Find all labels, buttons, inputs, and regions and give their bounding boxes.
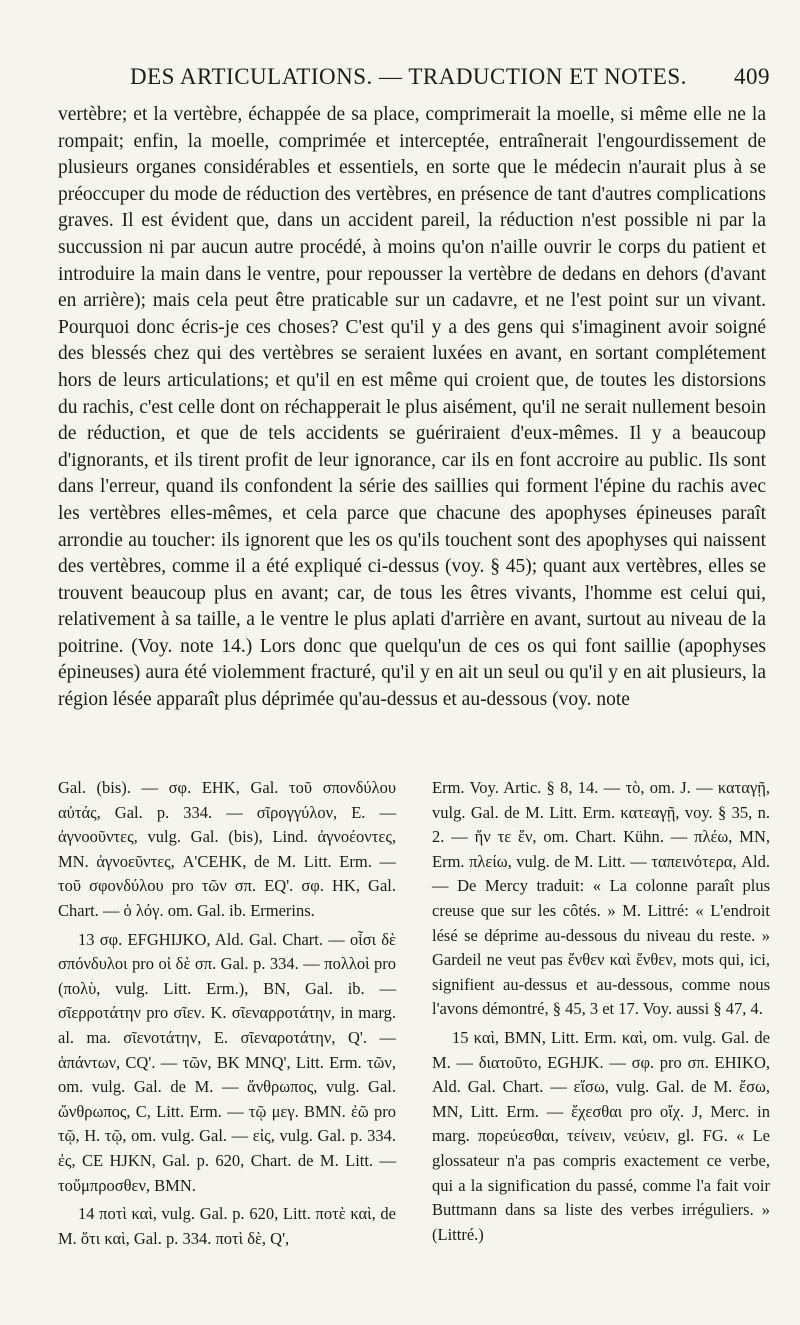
critical-apparatus [58, 776, 770, 1251]
note-continued: Gal. (bis). — σφ. EHK, Gal. τοῦ σπονδύλου αὐτάς, Gal. p. 334. — σῖρογγύλον, E. — ἀγνοοῦντες, vulg. Gal. (bis), Lind. ἀγνοέοντες, MN. ἀγνοεῦντες, A'CEHK, de M. Litt. Erm. — τοῦ σφονδύλου pro τῶν σπ. EQ'. σφ. HK, Gal. Chart. — ὁ λόγ. om. Gal. ib. Ermerins. [58, 778, 396, 920]
page-number: 409 [734, 64, 770, 89]
note-15: 15 καὶ, BMN, Litt. Erm. καὶ, om. vulg. Gal. de M. — διατοῦτο, EGHJK. — σφ. pro σπ. EHIKO, Ald. Gal. Chart. — εἴσω, vulg. Gal. de M. ἔσω, MN, Litt. Erm. — ἔχεσθαι pro οἴχ. J, Merc. in marg. πορεύεσθαι, τείνειν, νεύειν, gl. FG. « Le glossateur n'a pas compris exactement ce verbe, qui a la signification du passé, comme l'a fait voir Buttmann dans sa liste des verbes irréguliers. » (Littré.) [432, 1027, 770, 1244]
note-13: 13 σφ. EFGHIJKO, Ald. Gal. Chart. — οἷσι δὲ σπόνδυλοι pro οἱ δὲ σπ. Gal. p. 334. — πολλοὶ pro (πολὺ, vulg. Litt. Erm.), BN, Gal. ib. — σῖερροτάτην pro σῖεν. K. σῖεναρροτάτην, in marg. al. ma. σῖενοτάτην, E. σῖεναροτάτην, Q'. — ἁπάντων, CQ'. — τῶν, BK MNQ', Litt. Erm. τῶν, om. vulg. Gal. de M. — ἄνθρωπος, vulg. Gal. ὤνθρωπος, C, Litt. Erm. — τῷ μεγ. BMN. ἐῶ pro τῷ, H. τῷ, om. vulg. Gal. — εἰς, vulg. Gal. p. 334. ἐς, CE HJKN, Gal. p. 620, Chart. de M. Litt. — τοὔμπροσθεν, BMN. [58, 929, 396, 1195]
notes-left-column [58, 776, 396, 1251]
notes-right-column [432, 776, 770, 1251]
main-text [58, 102, 766, 714]
note-14-continued: Erm. Voy. Artic. § 8, 14. — τὸ, om. J. — καταγῇ, vulg. Gal. de M. Litt. Erm. κατεαγῇ, voy. § 35, n. 2. — ἤν τε ἕν, om. Chart. Kühn. — πλέω, MN, Erm. πλείω, vulg. de M. Litt. — ταπεινότερα, Ald. — De Mercy traduit: « La colonne paraît plus creuse que sur les côtés. » M. Littré: « L'endroit lésé se déprime au-dessous du niveau du reste. » Gardeil ne veut pas ἔνθεν καὶ ἔνθεν, mots qui, ici, signifient au-dessus et au-dessous, comme nous l'avons démontré, § 45, 3 et 17. Voy. aussi § 47, 4. [432, 778, 770, 1019]
note-14: 14 ποτὶ καὶ, vulg. Gal. p. 620, Litt. ποτὲ καὶ, de M. ὅτι καὶ, Gal. p. 334. ποτὶ δὲ, Q', [58, 1204, 396, 1248]
running-title: DES ARTICULATIONS. — TRADUCTION ET NOTES. [130, 64, 687, 89]
main-paragraph: vertèbre; et la vertèbre, échappée de sa place, comprimerait la moelle, si même elle ne la rompait; enfin, la moelle, comprimée et interceptée, entraînerait l'engourdissement de plusieurs organes considérables et essentiels, en sorte que le médecin n'aurait plus à se préoccuper du mode de réduction des vertèbres, en présence de tant d'autres complications graves. Il est évident que, dans un accident pareil, la réduction n'est possible ni par la succussion ni par aucun autre procédé, à moins qu'on n'aille ouvrir le corps du patient et introduire la main dans le ventre, pour repousser la vertèbre de dedans en dehors (d'avant en arrière); mais cela peut être praticable sur un cadavre, et ne l'est point sur un vivant. Pourquoi donc écris-je ces choses? C'est qu'il y a des gens qui s'imaginent avoir soigné des blessés chez qui des vertèbres se seraient luxées en avant, en sortant complétement hors de leurs articulations; et qu'il en est même qui croient que, de toutes les distorsions du rachis, c'est celle dont on réchapperait le plus aisément, qu'il ne serait nullement besoin de réduction, et que de tels accidents se guériraient d'eux-mêmes. Il y a beaucoup d'ignorants, et ils tirent profit de leur ignorance, car ils en font accroire au public. Ils sont dans l'erreur, quand ils confondent la série des saillies qui forment l'épine du rachis avec les vertèbres elles-mêmes, et cela parce que chacune des apophyses épineuses paraît arrondie au toucher: ils ignorent que les os qu'ils touchent sont des apophyses qui naissent des vertèbres, comme il a été expliqué ci-dessus (voy. § 45); quant aux vertèbres, elles se trouvent beaucoup plus en avant; car, de tous les êtres vivants, l'homme est celui qui, relativement à sa taille, a le ventre le plus aplati d'arrière en avant, surtout au niveau de la poitrine. (Voy. note 14.) Lors donc que quelqu'un de ces os qui font saillie (apophyses épineuses) aura été violemment fracturé, qu'il y en ait un seul ou qu'il y en ait plusieurs, la région lésée apparaît plus déprimée qu'au-dessus et au-dessous (voy. note [58, 104, 766, 711]
